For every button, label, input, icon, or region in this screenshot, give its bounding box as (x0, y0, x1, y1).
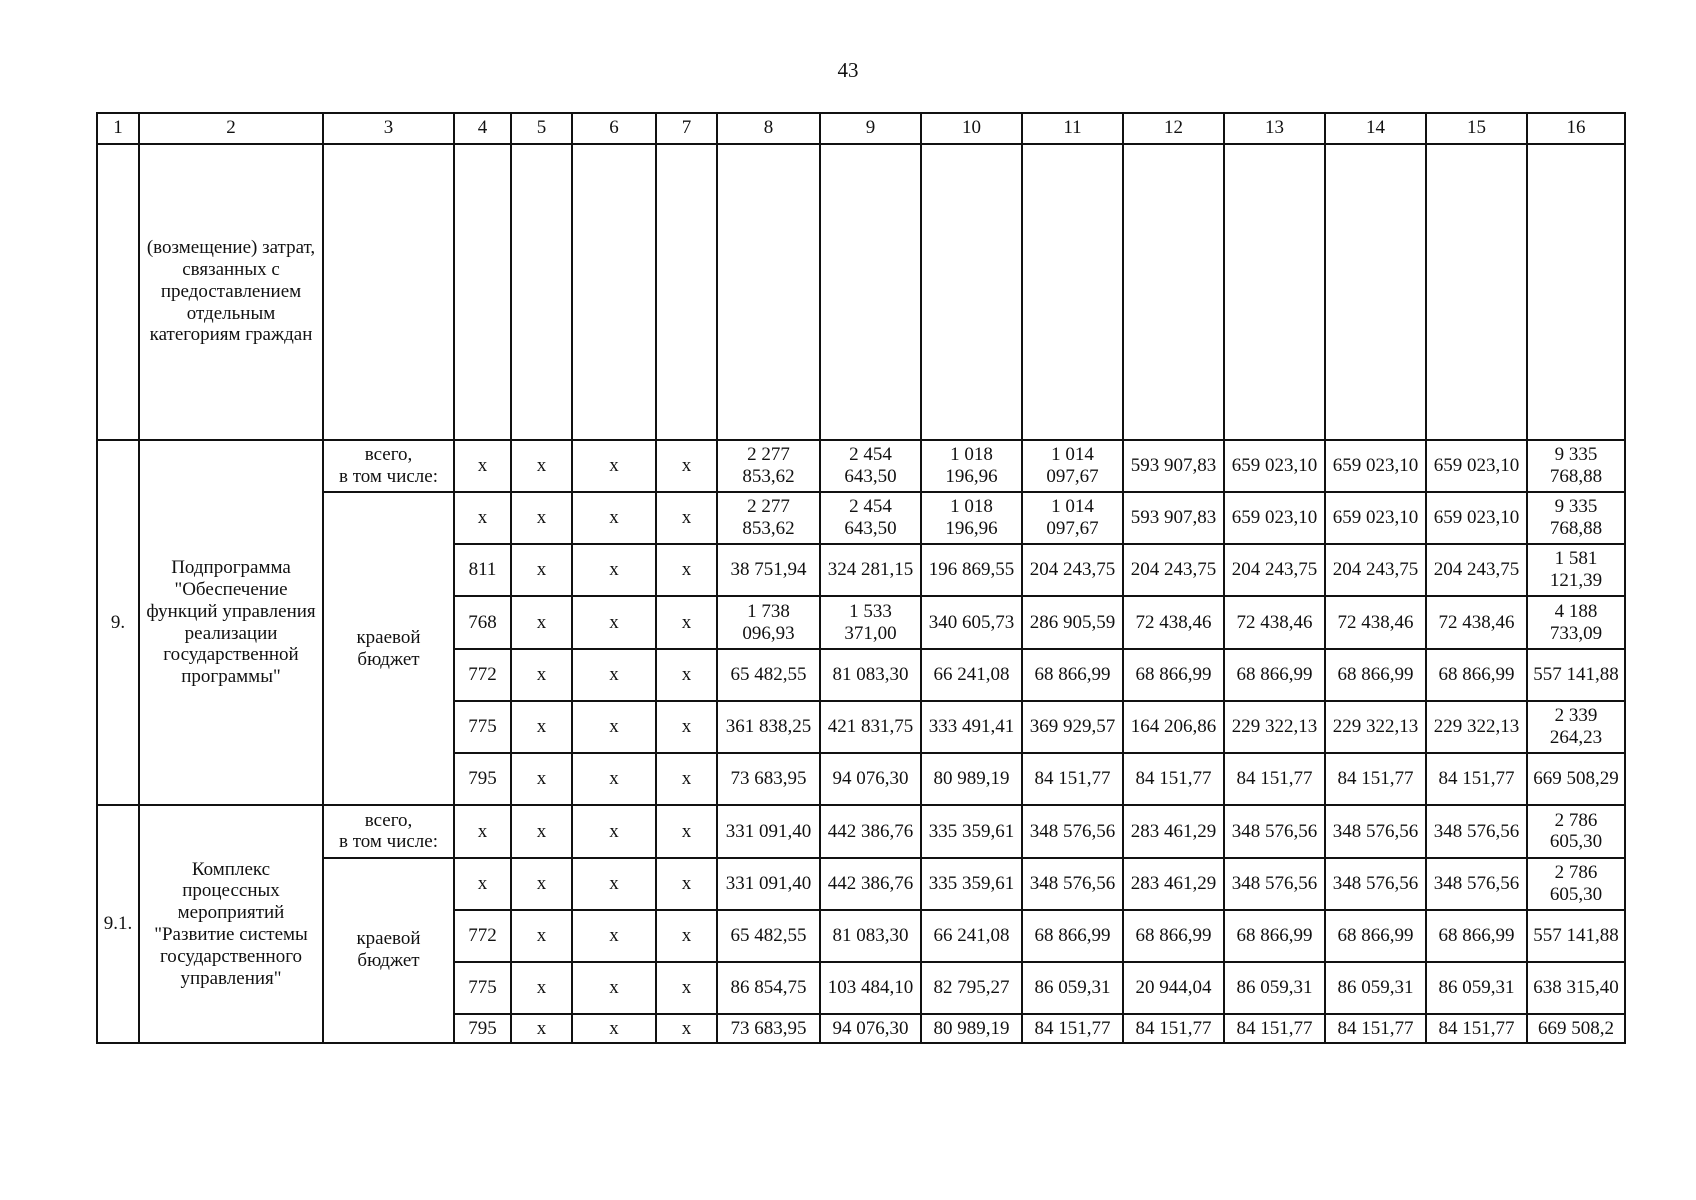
value-cell: 659 023,10 (1325, 492, 1426, 544)
code-cell: x (656, 596, 717, 648)
value-cell: 204 243,75 (1224, 544, 1325, 596)
value-cell: 2 454 643,50 (820, 440, 921, 492)
value-cell: 283 461,29 (1123, 858, 1224, 910)
col-header-2: 2 (139, 113, 323, 144)
value-cell: 1 018 196,96 (921, 492, 1022, 544)
code-cell: x (572, 596, 656, 648)
value-cell: 72 438,46 (1224, 596, 1325, 648)
code-cell: x (511, 544, 572, 596)
value-cell: 86 059,31 (1022, 962, 1123, 1014)
col-header-10: 10 (921, 113, 1022, 144)
value-cell: 4 188 733,09 (1527, 596, 1625, 648)
value-cell: 348 576,56 (1022, 858, 1123, 910)
code-cell: x (572, 440, 656, 492)
value-cell: 348 576,56 (1022, 805, 1123, 857)
code-cell: x (572, 701, 656, 753)
code-cell: x (511, 440, 572, 492)
value-cell: 72 438,46 (1325, 596, 1426, 648)
col-header-9: 9 (820, 113, 921, 144)
col-header-15: 15 (1426, 113, 1527, 144)
code-cell: x (511, 1014, 572, 1043)
value-cell: 86 854,75 (717, 962, 820, 1014)
value-cell: 442 386,76 (820, 858, 921, 910)
value-cell: 84 151,77 (1022, 1014, 1123, 1043)
value-cell: 196 869,55 (921, 544, 1022, 596)
budget-table (96, 112, 1626, 1044)
code-cell: x (656, 805, 717, 857)
value-cell: 73 683,95 (717, 1014, 820, 1043)
value-cell: 348 576,56 (1325, 858, 1426, 910)
section-name: Комплекс процессных мероприятий "Развитие системы государственного управления" (139, 805, 323, 1043)
value-cell: 84 151,77 (1022, 753, 1123, 805)
value-cell: 84 151,77 (1426, 753, 1527, 805)
value-cell: 84 151,77 (1224, 753, 1325, 805)
value-cell: 103 484,10 (820, 962, 921, 1014)
value-cell: 86 059,31 (1224, 962, 1325, 1014)
code-cell: x (656, 440, 717, 492)
value-cell: 340 605,73 (921, 596, 1022, 648)
value-cell: 348 576,56 (1426, 805, 1527, 857)
code-cell: x (511, 492, 572, 544)
value-cell: 86 059,31 (1426, 962, 1527, 1014)
value-cell: 66 241,08 (921, 910, 1022, 962)
value-cell: 73 683,95 (717, 753, 820, 805)
col-header-5: 5 (511, 113, 572, 144)
value-cell: 2 454 643,50 (820, 492, 921, 544)
code-cell: x (454, 805, 511, 857)
value-cell: 2 339 264,23 (1527, 701, 1625, 753)
col-header-7: 7 (656, 113, 717, 144)
value-cell: 361 838,25 (717, 701, 820, 753)
value-cell: 348 576,56 (1224, 805, 1325, 857)
code-cell: x (511, 701, 572, 753)
value-cell: 68 866,99 (1325, 910, 1426, 962)
col-header-8: 8 (717, 113, 820, 144)
col-header-14: 14 (1325, 113, 1426, 144)
value-cell: 68 866,99 (1426, 649, 1527, 701)
code-cell: x (572, 753, 656, 805)
value-cell: 204 243,75 (1022, 544, 1123, 596)
code-cell: x (572, 962, 656, 1014)
page-number: 43 (837, 58, 859, 82)
value-cell: 369 929,57 (1022, 701, 1123, 753)
value-cell: 348 576,56 (1325, 805, 1426, 857)
col-header-13: 13 (1224, 113, 1325, 144)
value-cell: 65 482,55 (717, 910, 820, 962)
code-cell: x (656, 753, 717, 805)
value-cell: 335 359,61 (921, 858, 1022, 910)
value-cell: 333 491,41 (921, 701, 1022, 753)
section-name: Подпрограмма "Обеспечение функций управления реализации государственной программы" (139, 440, 323, 806)
value-cell: 669 508,2 (1527, 1014, 1625, 1043)
value-cell: 659 023,10 (1325, 440, 1426, 492)
code-cell: x (656, 492, 717, 544)
value-cell: 66 241,08 (921, 649, 1022, 701)
code-cell: x (572, 1014, 656, 1043)
code-cell: 795 (454, 1014, 511, 1043)
code-cell: 775 (454, 962, 511, 1014)
code-cell: 775 (454, 701, 511, 753)
value-cell: 335 359,61 (921, 805, 1022, 857)
value-cell: 1 014 097,67 (1022, 440, 1123, 492)
value-cell: 84 151,77 (1426, 1014, 1527, 1043)
value-cell: 164 206,86 (1123, 701, 1224, 753)
col-header-12: 12 (1123, 113, 1224, 144)
value-cell: 1 533 371,00 (820, 596, 921, 648)
value-cell: 421 831,75 (820, 701, 921, 753)
value-cell: 94 076,30 (820, 753, 921, 805)
value-cell: 68 866,99 (1224, 649, 1325, 701)
value-cell: 65 482,55 (717, 649, 820, 701)
code-cell: x (511, 858, 572, 910)
value-cell: 9 335 768,88 (1527, 440, 1625, 492)
code-cell: x (511, 910, 572, 962)
code-cell: x (572, 858, 656, 910)
value-cell: 84 151,77 (1325, 1014, 1426, 1043)
col-header-16: 16 (1527, 113, 1625, 144)
value-cell: 331 091,40 (717, 805, 820, 857)
value-cell: 68 866,99 (1224, 910, 1325, 962)
code-cell: x (511, 596, 572, 648)
table-row (97, 858, 1625, 910)
value-cell: 84 151,77 (1123, 1014, 1224, 1043)
code-cell: x (656, 910, 717, 962)
value-cell: 659 023,10 (1426, 492, 1527, 544)
col-header-1: 1 (97, 113, 139, 144)
code-cell: x (656, 858, 717, 910)
value-cell: 348 576,56 (1426, 858, 1527, 910)
value-cell: 229 322,13 (1426, 701, 1527, 753)
value-cell: 669 508,29 (1527, 753, 1625, 805)
value-cell: 229 322,13 (1325, 701, 1426, 753)
column-number-row (97, 113, 1625, 144)
value-cell: 38 751,94 (717, 544, 820, 596)
value-cell: 81 083,30 (820, 649, 921, 701)
code-cell: x (511, 962, 572, 1014)
code-cell: x (511, 649, 572, 701)
value-cell: 2 786 605,30 (1527, 858, 1625, 910)
value-cell: 84 151,77 (1325, 753, 1426, 805)
value-cell: 68 866,99 (1022, 910, 1123, 962)
value-cell: 81 083,30 (820, 910, 921, 962)
value-cell: 283 461,29 (1123, 805, 1224, 857)
value-cell: 84 151,77 (1123, 753, 1224, 805)
value-cell: 229 322,13 (1224, 701, 1325, 753)
value-cell: 72 438,46 (1123, 596, 1224, 648)
value-cell: 324 281,15 (820, 544, 921, 596)
value-cell: 86 059,31 (1325, 962, 1426, 1014)
section-number: 9. (97, 440, 139, 806)
table-row (97, 440, 1625, 492)
code-cell: x (572, 805, 656, 857)
value-cell: 80 989,19 (921, 1014, 1022, 1043)
code-cell: x (572, 544, 656, 596)
code-cell: x (656, 649, 717, 701)
value-cell: 659 023,10 (1426, 440, 1527, 492)
value-cell: 68 866,99 (1123, 910, 1224, 962)
value-cell: 94 076,30 (820, 1014, 921, 1043)
table-row (97, 805, 1625, 857)
value-cell: 331 091,40 (717, 858, 820, 910)
value-cell: 659 023,10 (1224, 492, 1325, 544)
value-cell: 638 315,40 (1527, 962, 1625, 1014)
code-cell: x (511, 805, 572, 857)
value-cell: 1 018 196,96 (921, 440, 1022, 492)
col-header-11: 11 (1022, 113, 1123, 144)
value-cell: 593 907,83 (1123, 492, 1224, 544)
code-cell: x (656, 701, 717, 753)
code-cell: x (572, 910, 656, 962)
value-cell: 1 014 097,67 (1022, 492, 1123, 544)
col-header-3: 3 (323, 113, 454, 144)
total-label: всего, в том числе: (323, 440, 454, 492)
value-cell: 2 277 853,62 (717, 440, 820, 492)
value-cell: 1 738 096,93 (717, 596, 820, 648)
code-cell: x (656, 1014, 717, 1043)
value-cell: 286 905,59 (1022, 596, 1123, 648)
value-cell: 80 989,19 (921, 753, 1022, 805)
code-cell: x (572, 492, 656, 544)
value-cell: 84 151,77 (1224, 1014, 1325, 1043)
value-cell: 557 141,88 (1527, 649, 1625, 701)
value-cell: 2 277 853,62 (717, 492, 820, 544)
code-cell: x (454, 492, 511, 544)
value-cell: 2 786 605,30 (1527, 805, 1625, 857)
value-cell: 659 023,10 (1224, 440, 1325, 492)
code-cell: x (454, 858, 511, 910)
code-cell: 772 (454, 649, 511, 701)
value-cell: 72 438,46 (1426, 596, 1527, 648)
sections-body (97, 440, 1625, 1043)
col-header-4: 4 (454, 113, 511, 144)
code-cell: 811 (454, 544, 511, 596)
value-cell: 68 866,99 (1325, 649, 1426, 701)
code-cell: 772 (454, 910, 511, 962)
value-cell: 68 866,99 (1022, 649, 1123, 701)
value-cell: 82 795,27 (921, 962, 1022, 1014)
section-number: 9.1. (97, 805, 139, 1043)
value-cell: 348 576,56 (1224, 858, 1325, 910)
continuation-text: (возмещение) затрат, связанных с предоставлением отдельным категориям граждан (139, 144, 323, 440)
code-cell: x (511, 753, 572, 805)
value-cell: 68 866,99 (1426, 910, 1527, 962)
value-cell: 442 386,76 (820, 805, 921, 857)
value-cell: 68 866,99 (1123, 649, 1224, 701)
value-cell: 593 907,83 (1123, 440, 1224, 492)
col-header-6: 6 (572, 113, 656, 144)
value-cell: 204 243,75 (1123, 544, 1224, 596)
code-cell: x (454, 440, 511, 492)
code-cell: x (572, 649, 656, 701)
value-cell: 9 335 768,88 (1527, 492, 1625, 544)
code-cell: x (656, 544, 717, 596)
code-cell: 768 (454, 596, 511, 648)
budget-label: краевой бюджет (323, 858, 454, 1043)
value-cell: 1 581 121,39 (1527, 544, 1625, 596)
total-label: всего, в том числе: (323, 805, 454, 857)
table-row (97, 492, 1625, 544)
continuation-row (97, 144, 1625, 440)
value-cell: 204 243,75 (1325, 544, 1426, 596)
budget-label: краевой бюджет (323, 492, 454, 805)
code-cell: x (656, 962, 717, 1014)
value-cell: 20 944,04 (1123, 962, 1224, 1014)
value-cell: 204 243,75 (1426, 544, 1527, 596)
value-cell: 557 141,88 (1527, 910, 1625, 962)
code-cell: 795 (454, 753, 511, 805)
